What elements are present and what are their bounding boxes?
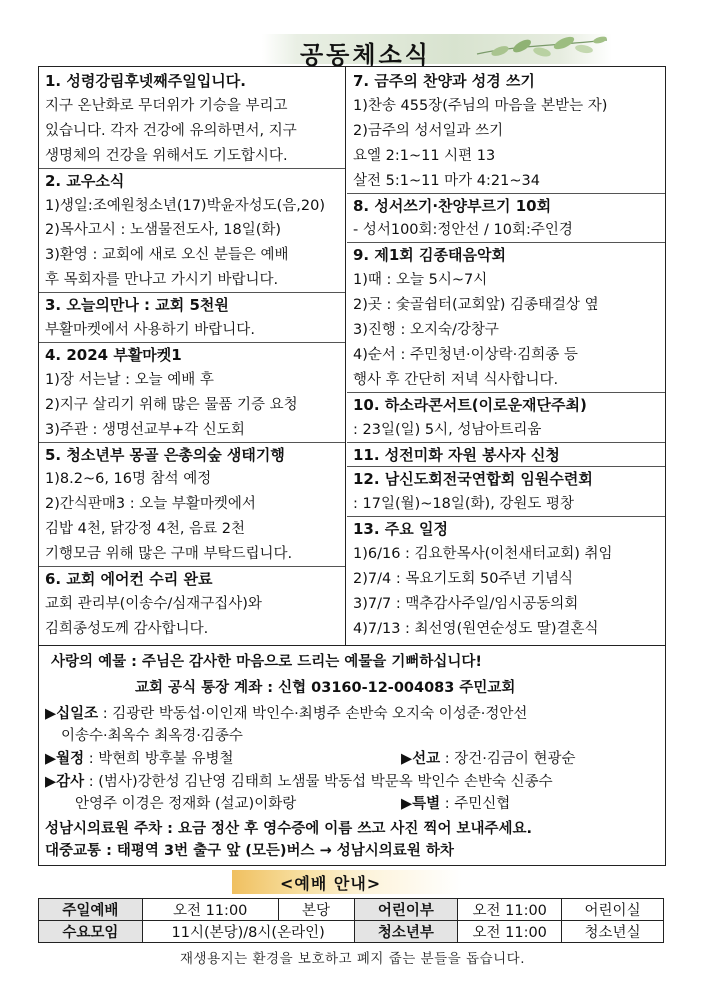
notice-line: 부활마켓에서 사용하기 바랍니다. <box>45 322 255 338</box>
schedule-cell: 11시(본당)/8시(온라인) <box>142 921 354 943</box>
special-line <box>401 794 510 814</box>
notice-line: 김희종성도께 감사합니다. <box>45 620 209 637</box>
schedule-cell: 오전 11:00 <box>458 921 562 943</box>
offering-headline: 사랑의 예물 : 주님은 감사한 마음으로 드리는 예물을 기뻐하십니다! <box>51 654 482 670</box>
section-divider <box>347 392 665 393</box>
mission-names: : 장건·김금이 현광순 <box>440 751 576 767</box>
monthly-names: : 박현희 방후불 유병철 <box>84 751 234 767</box>
section-heading: 11. 성전미화 자원 봉사자 신청 <box>353 445 560 464</box>
thanks-names: : (범사)강한성 김난영 김태희 노샘물 박동섭 박문옥 박인수 손반숙 신종수 <box>84 774 553 790</box>
mission-line <box>401 749 576 769</box>
schedule-cell: 오전 11:00 <box>142 899 278 921</box>
notice-line: - 성서100회:정안선 / 10회:주인경 <box>353 222 573 239</box>
section-divider <box>347 193 665 194</box>
section-divider <box>39 442 345 443</box>
notice-line: 1)찬송 455장(주님의 마음을 본받는 자) <box>353 97 608 114</box>
notice-line: 후 목회자를 만나고 가시기 바랍니다. <box>45 272 279 289</box>
monthly-line <box>45 749 234 769</box>
notice-line: : 17일(월)~18일(화), 강원도 평창 <box>353 496 575 513</box>
thanks-label: ▶감사 <box>45 774 85 790</box>
section-divider <box>39 566 345 567</box>
news-left-column <box>39 67 346 645</box>
notice-line: 2)지구 살리기 위해 많은 물품 기증 요청 <box>45 396 298 413</box>
section-divider <box>39 292 345 293</box>
section-divider <box>39 168 345 169</box>
notice-line: 2)곳 : 숯골쉼터(교회앞) 김종태걸상 옆 <box>353 297 599 314</box>
section-heading: 13. 주요 일정 <box>353 520 448 539</box>
section-heading: 7. 금주의 찬양과 성경 쓰기 <box>353 72 535 90</box>
schedule-cell: 어린이실 <box>562 899 664 921</box>
notice-line: 1)8.2~6, 16명 참석 예정 <box>45 471 212 488</box>
mission-label: ▶선교 <box>401 751 441 767</box>
notice-line: 2)목사고시 : 노샘물전도사, 18일(화) <box>45 222 282 239</box>
notice-line: 3)진행 : 오지숙/강창구 <box>353 322 499 338</box>
notice-line: 2)간식판매3 : 오늘 부활마켓에서 <box>45 496 256 513</box>
tithe-names: : 김광란 박동섭·이인재 박인수·최병주 손반숙 오지숙 이성준·정안선 <box>98 706 528 722</box>
notice-line: 4)순서 : 주민청년·이상락·김희종 등 <box>353 346 578 363</box>
notice-line: 1)6/16 : 김요한목사(이천새터교회) 취임 <box>353 546 613 563</box>
schedule-cell: 청소년부 <box>354 921 458 943</box>
notice-line: 행사 후 간단히 저녁 식사합니다. <box>353 371 559 388</box>
bank-account: 교회 공식 통장 계좌 : 신협 03160-12-004083 주민교회 <box>135 680 516 696</box>
notice-line: 지구 온난화로 무더위가 기승을 부리고 <box>45 97 288 114</box>
monthly-label: ▶월정 <box>45 751 85 767</box>
schedule-cell: 청소년실 <box>562 921 664 943</box>
notice-line: 2)금주의 성서일과 쓰기 <box>353 122 504 139</box>
section-heading: 12. 남신도회전국연합회 임원수련회 <box>353 470 593 489</box>
notice-line: 4)7/13 : 최선영(원연순성도 딸)결혼식 <box>353 620 599 637</box>
section-heading: 6. 교회 에어컨 수리 완료 <box>45 570 213 588</box>
section-heading: 3. 오늘의만나 : 교회 5천원 <box>45 296 229 315</box>
news-right-column <box>347 67 665 645</box>
section-heading: 5. 청소년부 몽골 은총의숲 생태기행 <box>45 445 285 464</box>
tithe-names-cont: 이송수·최옥수 최옥경·김종수 <box>61 728 243 744</box>
offering-box <box>38 644 666 866</box>
page-title: 공동체소식 <box>300 41 431 69</box>
tithe-label: ▶십일조 <box>45 706 99 722</box>
section-divider <box>347 242 665 243</box>
special-names: : 주민신협 <box>440 796 511 812</box>
leaf-decoration-icon <box>472 34 612 64</box>
schedule-row <box>39 899 664 921</box>
section-heading: 8. 성서쓰기·찬양부르기 10회 <box>353 196 552 215</box>
notice-line: 3)주관 : 생명선교부+각 신도회 <box>45 421 245 438</box>
schedule-cell: 수요모임 <box>39 921 143 943</box>
notice-line: 1)때 : 오늘 5시~7시 <box>353 272 488 289</box>
notice-line: 1)생일:조예원청소년(17)박윤자성도(음,20) <box>45 197 326 214</box>
section-divider <box>347 442 665 443</box>
section-heading: 9. 제1회 김종태음악회 <box>353 246 506 265</box>
title-banner <box>262 34 612 69</box>
notice-line: 살전 5:1~11 마가 4:21~34 <box>353 172 540 189</box>
notice-line: 3)7/7 : 맥추감사주일/임시공동의회 <box>353 595 579 612</box>
section-heading: 2. 교우소식 <box>45 171 125 190</box>
schedule-cell: 오전 11:00 <box>458 899 562 921</box>
schedule-cell: 주일예배 <box>39 899 143 921</box>
footer-note: 재생용지는 환경을 보호하고 폐지 줍는 분들을 돕습니다. <box>180 951 525 967</box>
special-label: ▶특별 <box>401 796 441 812</box>
notice-line: 생명체의 건강을 위해서도 기도합시다. <box>45 147 288 164</box>
notice-line: : 23일(일) 5시, 성남아트리움 <box>353 421 542 438</box>
news-box <box>38 66 666 646</box>
schedule-row <box>39 921 664 943</box>
section-heading: 1. 성령강림후넷째주일입니다. <box>45 72 246 90</box>
schedule-cell: 본당 <box>278 899 354 921</box>
notice-line: 2)7/4 : 목요기도회 50주년 기념식 <box>353 571 574 587</box>
section-divider <box>347 516 665 517</box>
notice-line: 있습니다. 각자 건강에 유의하면서, 지구 <box>45 122 297 139</box>
notice-line: 김밥 4천, 닭강정 4천, 음료 2천 <box>45 521 246 538</box>
section-heading: 10. 하소라콘서트(이로운재단주최) <box>353 395 587 414</box>
section-heading: 4. 2024 부활마켓1 <box>45 345 182 364</box>
transit-notice: 대중교통 : 태평역 3번 출구 앞 (모든)버스 → 성남시의료원 하차 <box>45 843 454 859</box>
notice-line: 3)환영 : 교회에 새로 오신 분들은 예배 <box>45 247 289 264</box>
schedule-title-band <box>232 870 462 894</box>
schedule-table <box>38 898 664 943</box>
schedule-title: <예배 안내> <box>280 874 382 893</box>
notice-line: 요엘 2:1~11 시편 13 <box>353 147 496 164</box>
tithe-line <box>45 704 527 724</box>
thanks-names-cont: 안영주 이경은 정재화 (설교)이화랑 <box>75 796 297 812</box>
notice-line: 기행모금 위해 많은 구매 부탁드립니다. <box>45 546 293 563</box>
parking-notice: 성남시의료원 주차 : 요금 정산 후 영수증에 이름 쓰고 사진 찍어 보내주세요. <box>45 821 533 837</box>
notice-line: 1)장 서는날 : 오늘 예배 후 <box>45 371 214 388</box>
schedule-cell: 어린이부 <box>354 899 458 921</box>
thanks-line <box>45 772 553 792</box>
section-divider <box>347 466 665 467</box>
section-divider <box>39 342 345 343</box>
notice-line: 교회 관리부(이송수/심재구집사)와 <box>45 595 262 612</box>
